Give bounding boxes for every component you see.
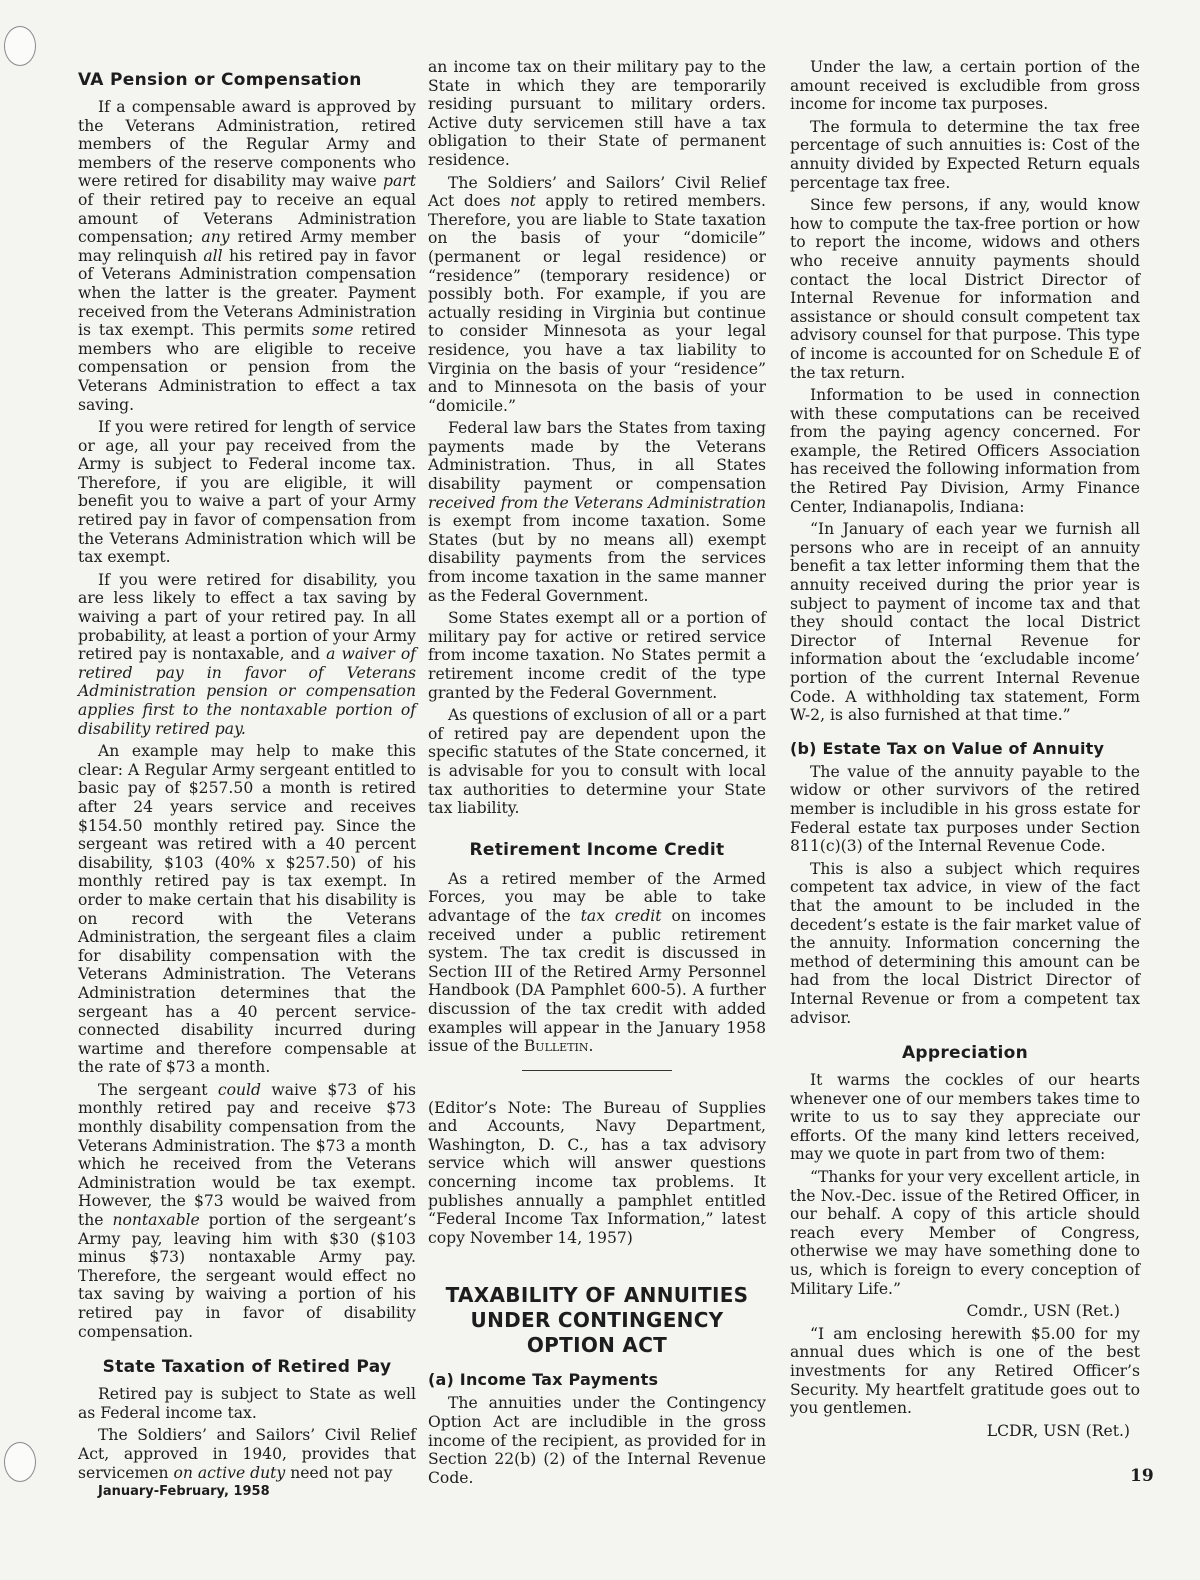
main-heading-line-1: TAXABILITY OF ANNUITIES [445,1283,749,1308]
main-heading-line-2: UNDER CONTINGENCY [470,1308,724,1333]
heading-va-pension: VA Pension or Compensation [78,70,362,90]
paragraph: If you were retired for length of service or age, all your pay received from the Army is subject to Federal income tax. Therefore, if you are eligible, it will benefit you to waive a part of your Army retired pay in favor of compensation from the Veterans Administration which will be tax exempt. [78,418,416,567]
paragraph: As questions of exclusion of all or a part of retired pay are dependent upon the specific statutes of the State concerned, it is advisable for you to consult with local tax authorities to determine your State tax liability. [428,706,766,818]
paragraph: Information to be used in connection with these computations can be received from the paying agency concerned. For example, the Retired Officers Association has received the following information from the Retired Pay Division, Army Finance Center, Indianapolis, Indiana: [790,386,1140,516]
column-left [78,58,416,1486]
heading-income-tax-payments: (a) Income Tax Payments [428,1370,659,1390]
paragraph: Federal law bars the States from taxing payments made by the Veterans Administration. Thus, in all States disability payment or compensation received from the Veterans Administration is exempt from income taxation. Some States (but by no means all) exempt disability payments from the services from income taxation in the same manner as the Federal Government. [428,419,766,605]
paragraph: It warms the cockles of our hearts whenever one of our members takes time to write to us to say they appreciate our efforts. Of the many kind letters received, may we quote in part from two of them: [790,1071,1140,1164]
letter-quote: “I am enclosing herewith $5.00 for my annual dues which is one of the best investments for any Retired Officer’s Security. My heartfelt gratitude goes out to you gentlemen. [790,1324,1140,1418]
binder-hole-top [4,26,36,66]
editors-note: (Editor’s Note: The Bureau of Supplies and Accounts, Navy Department, Washington, D. C., has a tax advisory service which will answer questions concerning income tax problems. It publishes annually a pamphlet entitled “Federal Income Tax Information,” latest copy November 14, 1957) [428,1098,766,1247]
main-heading-line-3: OPTION ACT [526,1333,668,1358]
page-number: 19 [1130,1466,1154,1486]
column-right [790,58,1140,1444]
section-divider [522,1070,672,1071]
paragraph: As a retired member of the Armed Forces, you may be able to take advantage of the tax credit on incomes received under a public retirement system. The tax credit is discussed in Section III of the Retired Army Personnel Handbook (DA Pamphlet 600-5). A further discussion of the tax credit with added examples will appear in the January 1958 issue of the Bulletin. [428,869,767,1056]
issue-date: January-February, 1958 [98,1484,270,1499]
paragraph: Since few persons, if any, would know how to compute the tax-free portion or how to report the income, widows and others who receive annuity payments should contact the local District Director of Internal Revenue for information and assistance or should consult competent tax advisory counsel for that purpose. This type of income is accounted for on Schedule E of the tax return. [790,196,1140,382]
paragraph: Some States exempt all or a portion of military pay for active or retired service from income taxation. No States permit a retirement income credit of the type granted by the Federal Government. [428,609,766,702]
paragraph: This is also a subject which requires competent tax advice, in view of the fact that the amount to be included in the decedent’s estate is the fair market value of the annuity. Information concerning the method of determining this amount can be had from the local District Director of Internal Revenue or from a competent tax advisor. [790,859,1140,1027]
heading-retirement-income-credit: Retirement Income Credit [469,839,725,860]
paragraph: The annuities under the Contingency Option Act are includible in the gross income of the recipient, as provided for in Section 22(b) (2) of the Internal Revenue Code. [428,1394,766,1487]
paragraph: An example may help to make this clear: A Regular Army sergeant entitled to basic pay of $257.50 a month is retired after 24 years service and receives $154.50 monthly retired pay. Since the sergeant was retired with a 40 percent disability, $103 (40% x $257.50) of his monthly retired pay is tax exempt. In order to make certain that his disability is on record with the Veterans Administration, the sergeant files a claim for disability compensation with the Veterans Administration. The Veterans Administration determines that the sergeant has a 40 percent service-connected disability incurred during wartime and therefore compensable at the rate of $73 a month. [78,742,416,1077]
heading-appreciation: Appreciation [901,1043,1029,1064]
heading-state-taxation: State Taxation of Retired Pay [102,1357,392,1378]
paragraph: Under the law, a certain portion of the amount received is excludible from gross income for income tax purposes. [790,58,1140,114]
paragraph: “In January of each year we furnish all persons who are in receipt of an annuity benefit a tax letter informing them that the annuity received during the prior year is subject to payment of income tax and that they should contact the local District Director of Internal Revenue for information about the ‘excludable income’ portion of the current Internal Revenue Code. A withholding tax statement, Form W-2, is also furnished at that time.” [790,520,1140,725]
paragraph: The sergeant could waive $73 of his monthly retired pay and receive $73 monthly disability compensation from the Veterans Administration. The $73 a month which he received from the Veterans Administration would be tax exempt. However, the $73 would be waived from the nontaxable portion of the sergeant’s Army pay, leaving him with $30 ($103 minus $73) nontaxable Army pay. Therefore, the sergeant would effect no tax saving by waiving a portion of his retired pay in favor of disability compensation. [78,1080,416,1341]
paragraph: The Soldiers’ and Sailors’ Civil Relief Act, approved in 1940, provides that servicemen on active duty need not pay [78,1426,416,1482]
paragraph: The value of the annuity payable to the widow or other survivors of the retired member is includible in his gross estate for Federal estate tax purposes under Section 811(c)(3) of the Internal Revenue Code. [790,762,1140,856]
column-middle [428,58,766,1491]
paragraph: The formula to determine the tax free percentage of such annuities is: Cost of the annuity divided by Expected Return equals percentage tax free. [790,117,1140,192]
letter-quote: “Thanks for your very excellent article, in the Nov.-Dec. issue of the Retired Officer, in our behalf. A copy of this article should reach every Member of Congress, otherwise we may have something done to us, which is foreign to every conception of Military Life.” [790,1168,1140,1298]
paragraph: If a compensable award is approved by the Veterans Administration, retired members of the Regular Army and members of the reserve components who were retired for disability may waive part of their retired pay to receive an equal amount of Veterans Administration compensation; any retired Army member may relinquish all his retired pay in favor of Veterans Administration compensation when the latter is the greater. Payment received from the Veterans Administration is tax exempt. This permits some retired members who are eligible to receive compensation or pension from the Veterans Administration to effect a tax saving. [78,98,417,414]
paragraph: If you were retired for disability, you are less likely to effect a tax saving by waiving a part of your retired pay. In all probability, at least a portion of your Army retired pay is nontaxable, and a waiver of retired pay in favor of Veterans Administration pension or compensation applies first to the nontaxable portion of disability retired pay. [78,570,416,738]
paragraph: an income tax on their military pay to the State in which they are temporarily residing pursuant to military orders. Active duty servicemen still have a tax obligation to their State of permanent residence. [428,58,766,169]
letter-signature: LCDR, USN (Ret.) [986,1421,1130,1440]
binder-hole-bottom [4,1442,36,1482]
heading-estate-tax: (b) Estate Tax on Value of Annuity [790,738,1105,758]
paragraph: Retired pay is subject to State as well as Federal income tax. [78,1385,416,1422]
letter-signature: Comdr., USN (Ret.) [966,1302,1120,1321]
paragraph: The Soldiers’ and Sailors’ Civil Relief Act does not apply to retired members. Therefore, you are liable to State taxation on the basis of your “domicile” (permanent or legal residence) or “residence” (temporary residence) or possibly both. For example, if you are actually residing in Virginia but continue to consider Minnesota as your legal residence, you have a tax liability to Virginia on the basis of your “residence” and to Minnesota on the basis of your “domicile.” [428,173,766,415]
